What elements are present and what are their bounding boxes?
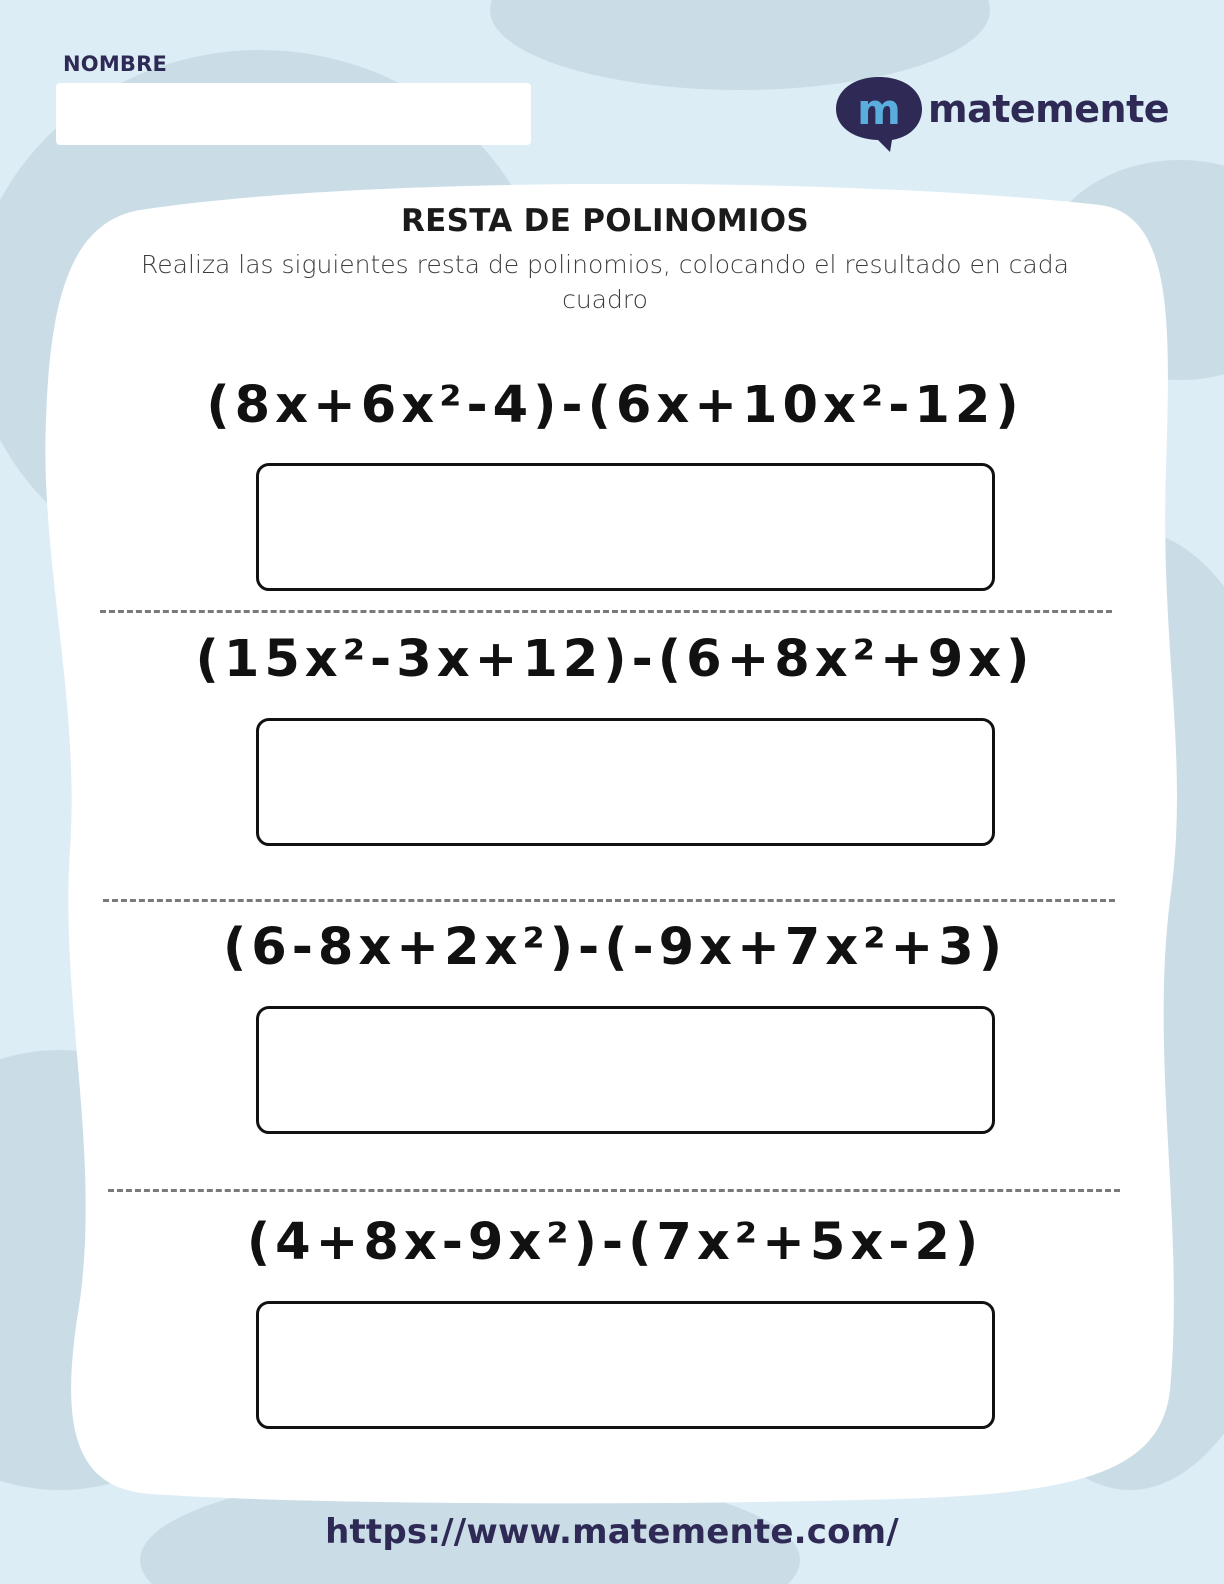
problem-expression: (8x+6x²-4)-(6x+10x²-12) — [206, 376, 1024, 435]
answer-box[interactable] — [256, 463, 995, 591]
page-title: RESTA DE POLINOMIOS — [400, 203, 810, 239]
brand-logo — [832, 76, 1169, 152]
problem-expression: (6-8x+2x²)-(-9x+7x²+3) — [222, 918, 1008, 977]
answer-box[interactable] — [256, 1006, 995, 1134]
name-input[interactable] — [56, 83, 531, 145]
name-label: NOMBRE — [63, 52, 168, 76]
instructions-text: Realiza las siguientes resta de polinomios, colocando el resultado en cada cuadro — [141, 250, 1069, 314]
answer-box[interactable] — [256, 718, 995, 846]
footer-url-link[interactable]: https://www.matemente.com/ — [325, 1512, 899, 1552]
svg-text:m: m — [857, 85, 901, 134]
section-divider — [100, 610, 1112, 613]
logo-wordmark: matemente — [928, 87, 1170, 131]
problem-expression: (15x²-3x+12)-(6+8x²+9x) — [195, 630, 1035, 689]
problem-expression: (4+8x-9x²)-(7x²+5x-2) — [246, 1213, 984, 1272]
section-divider — [103, 899, 1115, 902]
speech-bubble-m-icon — [832, 75, 926, 153]
section-divider — [108, 1189, 1120, 1192]
answer-box[interactable] — [256, 1301, 995, 1429]
